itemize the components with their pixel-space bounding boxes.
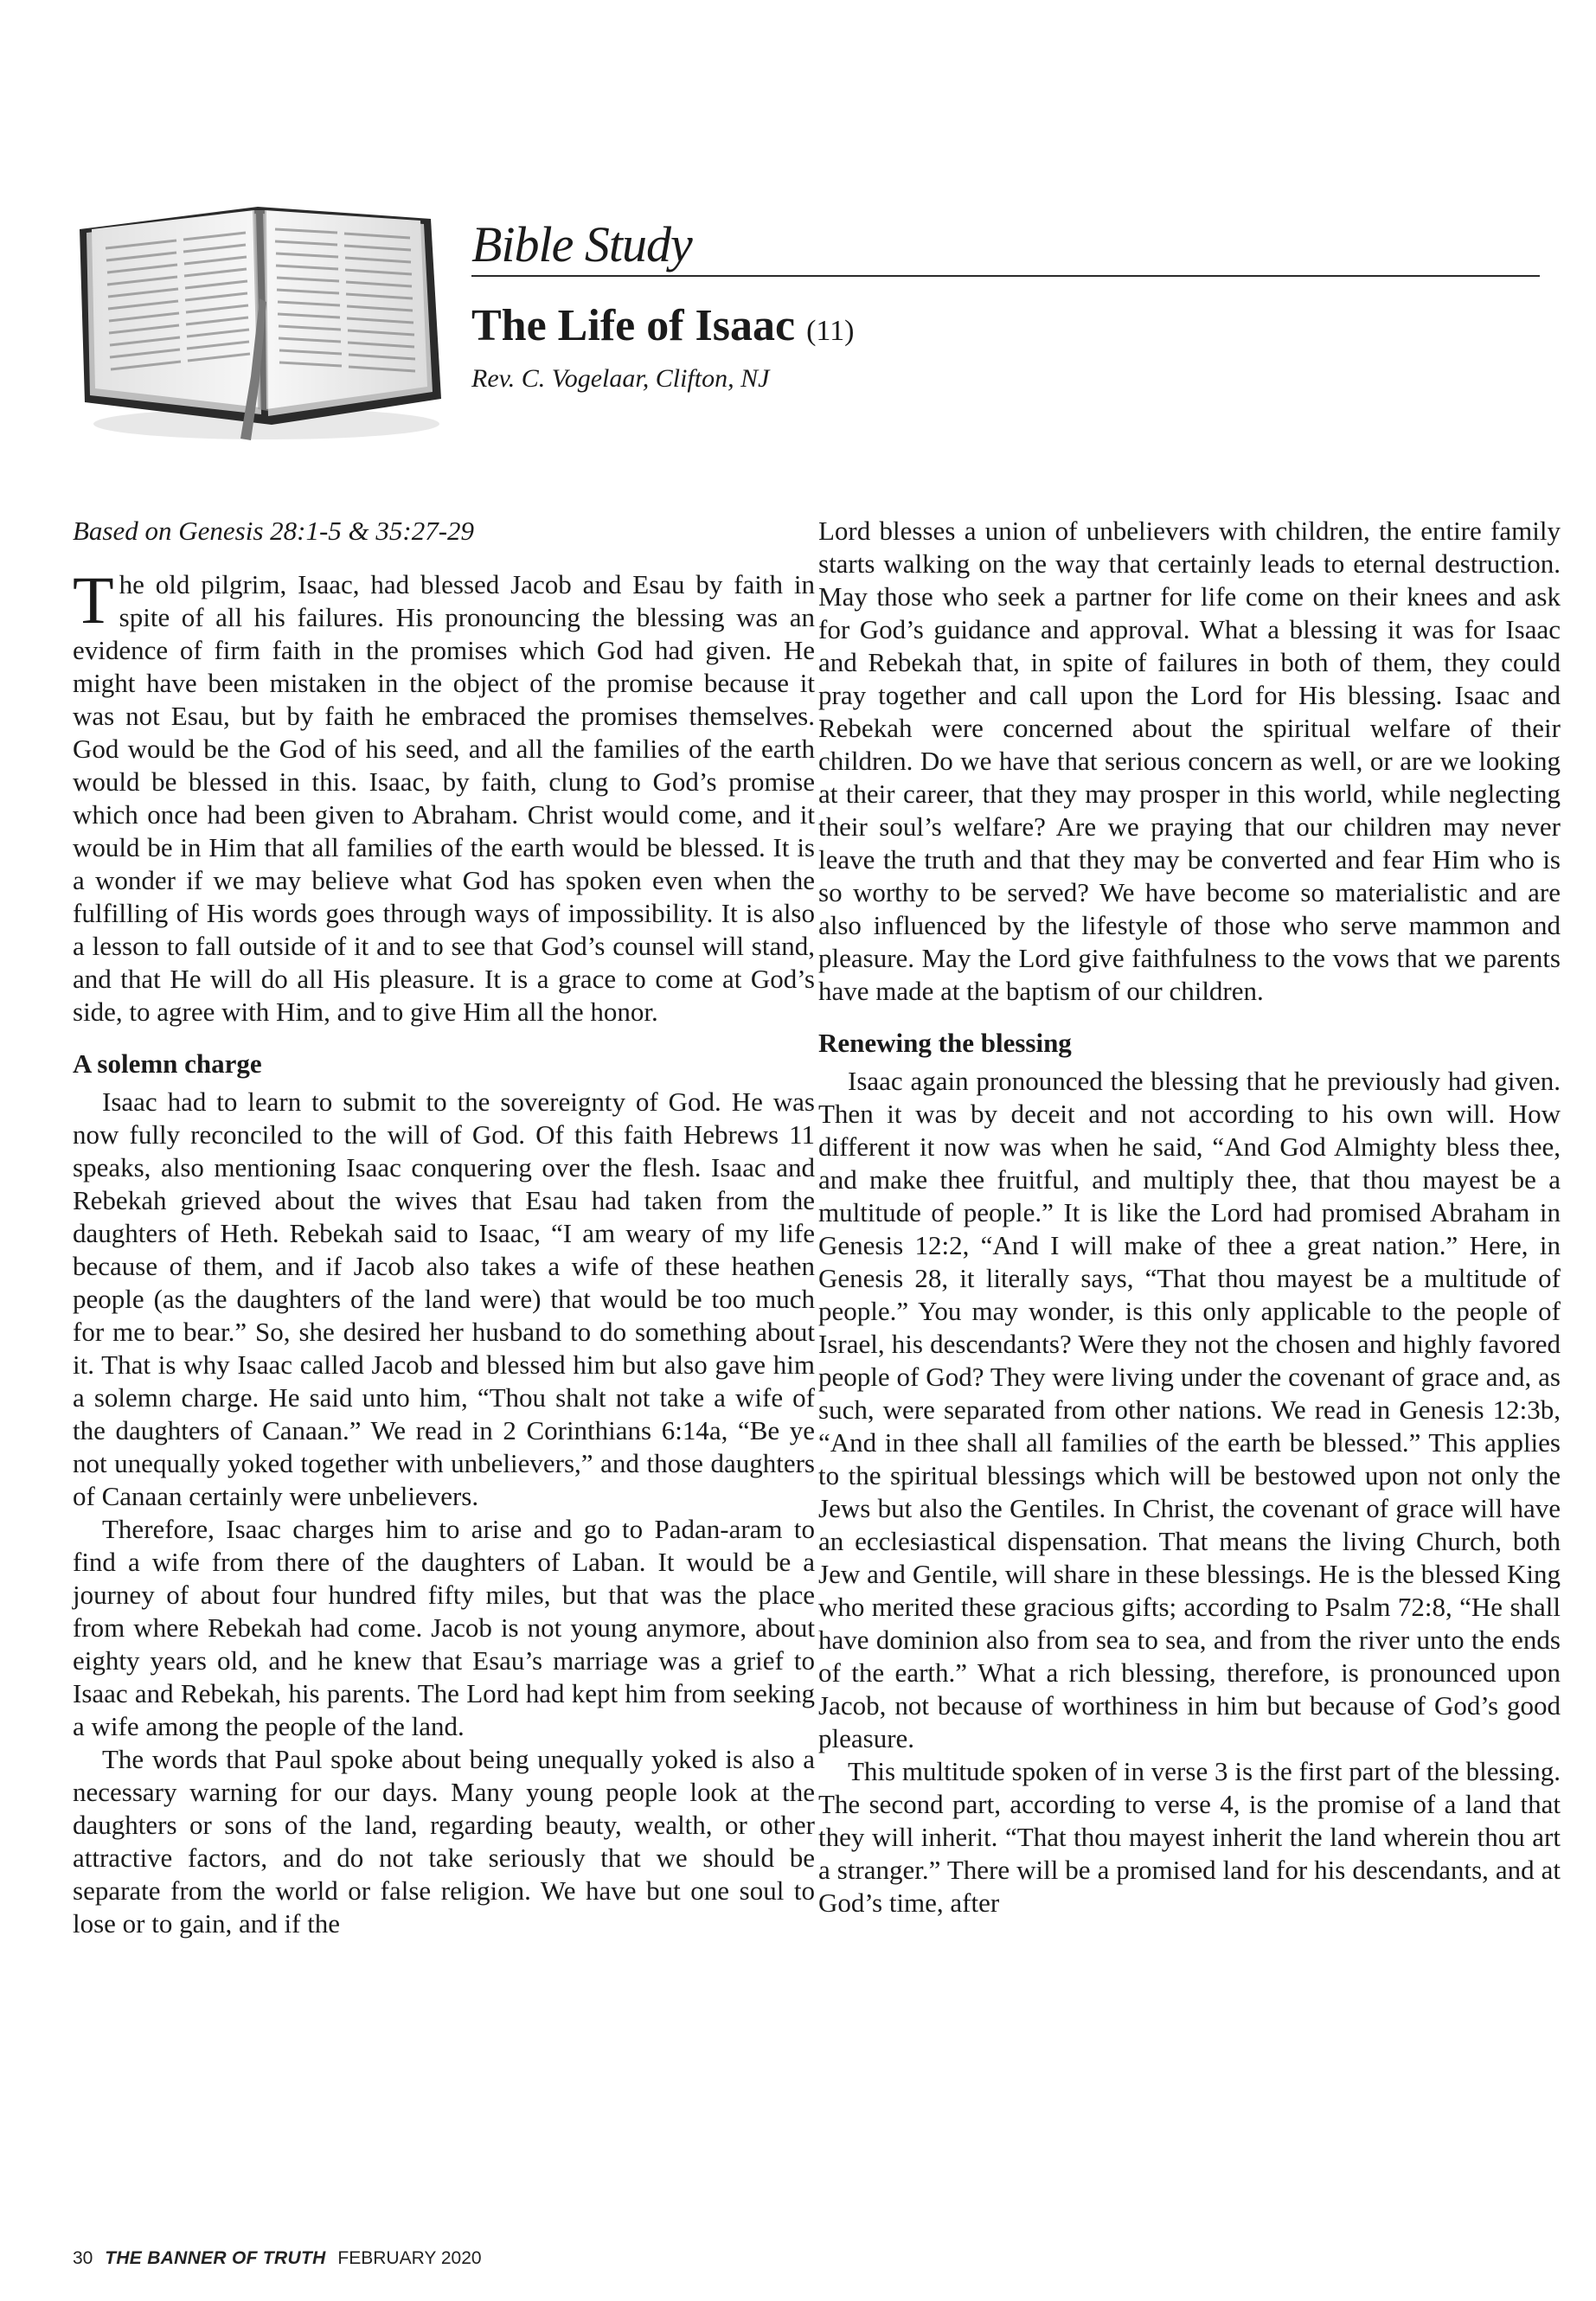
issue-date: FEBRUARY 2020 [337, 2248, 482, 2268]
section-label: Bible Study [471, 216, 692, 272]
left-column [73, 515, 815, 1940]
paragraph: This multitude spoken of in verse 3 is the first part of the blessing. The second part, according to verse 4, is the promise of a land that they will inherit. “That thou mayest inherit the land wherein thou art a stranger.” There will be a promised land for his descendants, and at God’s time, after [818, 1756, 1561, 1918]
article-title-text: The Life of Isaac [471, 301, 796, 350]
page-footer [73, 2247, 482, 2270]
subheading-solemn-charge: A solemn charge [73, 1048, 262, 1079]
paragraph: The words that Paul spoke about being unequally yoked is also a necessary warning for our days. Many young people look at the daughters or sons of the land, regarding beauty, wealth, or other attractive factors, and do not take seriously that we should be separate from the world or false religion. We have but one soul to lose or to gain, and if the [73, 1744, 815, 1939]
open-bible-image [67, 195, 452, 454]
right-column [818, 515, 1561, 1920]
subheading-renewing-blessing: Renewing the blessing [818, 1028, 1072, 1058]
scripture-reference: Based on Genesis 28:1-5 & 35:27-29 [73, 516, 475, 546]
intro-paragraph-text: he old pilgrim, Isaac, had blessed Jacob and Esau by faith in spite of all his failures. His pronouncing the blessing was an evidence of firm faith in the promises which God had given. He might have been mistaken in the object of the promise because it was not Esau, but by faith he embraced the promises themselves. God would be the God of his seed, and all the families of the earth would be blessed in this. Isaac, by faith, clung to God’s promise which once had been given to Abraham. Christ would come, and it would be in Him that all families of the earth would be blessed. It is a wonder if we may believe what God has spoken even when the fulfilling of His words goes through ways of impossibility. It is also a lesson to fall outside of it and to see that God’s counsel will stand, and that He will do all His pleasure. It is a grace to come at God’s side, to agree with Him, and to give Him all the honor. [73, 569, 815, 1027]
paragraph: Lord blesses a union of unbelievers with children, the entire family starts walking on the way that certainly leads to eternal destruction. May those who seek a partner for life come on their knees and ask for God’s guidance and approval. What a blessing it was for Isaac and Rebekah that, in spite of failures in both of them, they could pray together and call upon the Lord for His blessing. Isaac and Rebekah were concerned about the spiritual welfare of their children. Do we have that serious concern as well, or are we looking at their career, that they may prosper in this world, while neglecting their soul’s welfare? Are we praying that our children may never leave the truth and that they may be converted and fear Him who is so worthy to be served? We have become so materialistic and are also influenced by the lifestyle of those who serve mammon and pleasure. May the Lord give faithfulness to the vows that we parents have made at the baptism of our children. [818, 516, 1561, 1006]
author-byline: Rev. C. Vogelaar, Clifton, NJ [471, 364, 770, 393]
paragraph: Isaac again pronounced the blessing that he previously had given. Then it was by deceit and not according to his own will. How different it now was when he said, “And God Almighty bless thee, and make thee fruitful, and multiply thee, that thou mayest be a multitude of people.” It is like the Lord had promised Abraham in Genesis 12:2, “And I will make of thee a great nation.” Here, in Genesis 28, it literally says, “That thou mayest be a multitude of people.” You may wonder, is this only applicable to the people of Israel, his descendants? Were they not the chosen and highly favored people of God? They were living under the covenant of grace and, as such, were separated from other nations. We read in Genesis 12:3b, “And in thee shall all families of the earth be blessed.” This applies to the spiritual blessings which will be bestowed upon not only the Jews but also the Gentiles. In Christ, the covenant of grace will have an ecclesiastical dispensation. That means the living Church, both Jew and Gentile, will share in these blessings. He is the blessed King who merited these gracious gifts; according to Psalm 72:8, “He shall have dominion also from sea to sea, and from the river unto the ends of the earth.” What a rich blessing, therefore, is pronounced upon Jacob, not because of worthiness in him but because of God’s good pleasure. [818, 1066, 1561, 1753]
article-part-number: (11) [806, 315, 855, 347]
article-title [471, 298, 854, 359]
publication-name: THE BANNER OF TRUTH [105, 2248, 326, 2268]
paragraph: Therefore, Isaac charges him to arise and go to Padan-aram to find a wife from there of the daughters of Laban. It would be a journey of about four hundred fifty miles, but that was the place from where Rebekah had come. Jacob is not young anymore, about eighty years old, and he knew that Esau’s marriage was a grief to Isaac and Rebekah, his parents. The Lord had kept him from seeking a wife among the people of the land. [73, 1514, 815, 1741]
page-number: 30 [73, 2248, 93, 2268]
header-rule [471, 275, 1540, 277]
intro-paragraph [73, 562, 815, 1029]
paragraph: Isaac had to learn to submit to the sovereignty of God. He was now fully reconciled to the will of God. Of this faith Hebrews 11 speaks, also mentioning Isaac conquering over the flesh. Isaac and Rebekah grieved about the wives that Esau had taken from the daughters of Heth. Rebekah said to Isaac, “I am weary of my life because of them, and if Jacob also takes a wife of these heathen people (as the daughters of the land were) that would be too much for me to bear.” So, she desired her husband to do something about it. That is why Isaac called Jacob and blessed him but also gave him a solemn charge. He said unto him, “Thou shalt not take a wife of the daughters of Canaan.” We read in 2 Corinthians 6:14a, “Be ye not unequally yoked together with unbelievers,” and those daughters of Canaan certainly were unbelievers. [73, 1086, 815, 1511]
drop-cap: T [73, 562, 114, 638]
